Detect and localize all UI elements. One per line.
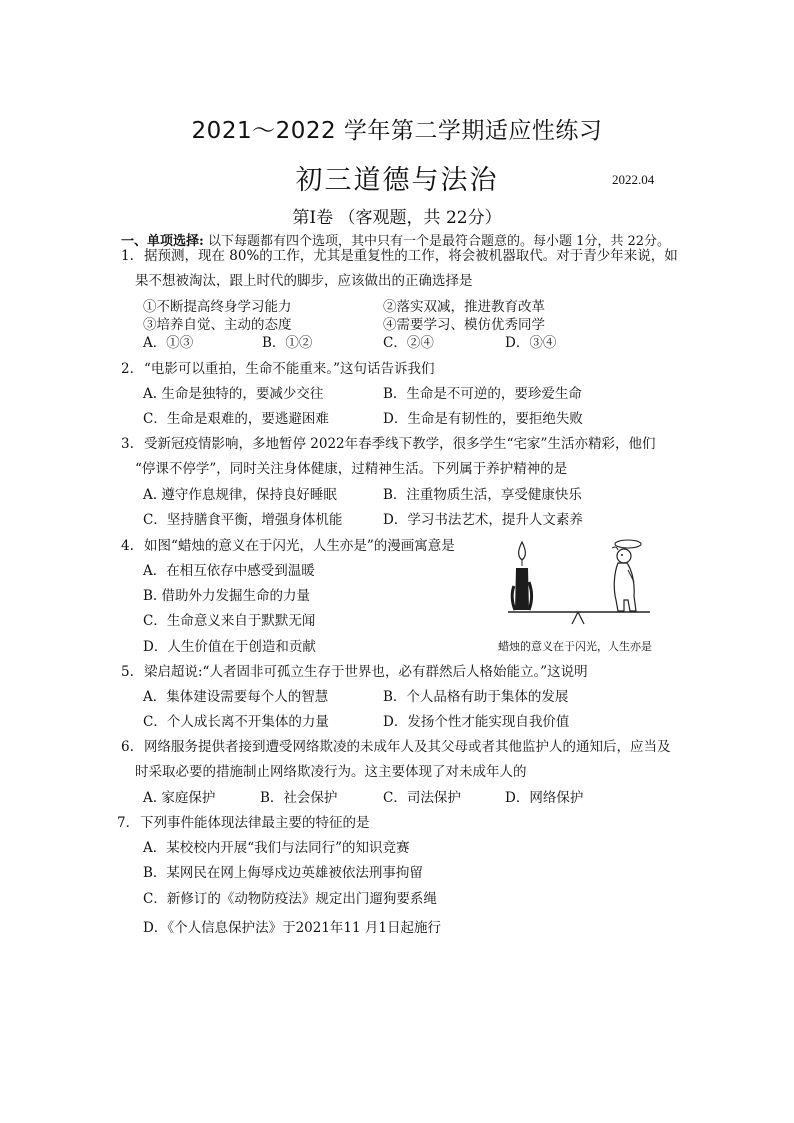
- question-5-option-c[interactable]: C．个人成长离不开集体的力量: [143, 714, 329, 730]
- question-1-option-d[interactable]: D．③④: [505, 335, 557, 351]
- question-3-option-c[interactable]: C．坚持膳食平衡，增强身体机能: [143, 512, 343, 528]
- question-4-option-a[interactable]: A．在相互依存中感受到温暖: [143, 563, 315, 579]
- exam-subject-title: 初三道德与法治: [295, 165, 499, 196]
- question-5-option-d[interactable]: D．发扬个性才能实现自我价值: [383, 714, 570, 730]
- question-2-option-b[interactable]: B．生命是不可逆的，要珍爱生命: [383, 386, 582, 402]
- exam-date: 2022.04: [612, 172, 655, 187]
- question-6-option-b[interactable]: B．社会保护: [260, 790, 338, 806]
- question-7-option-d[interactable]: D．《个人信息保护法》于2021年11 月1日起施行: [143, 920, 441, 936]
- question-7-line-1: 7．下列事件能体现法律最主要的特征的是: [117, 815, 370, 831]
- question-1-statement-3: ③培养自觉、主动的态度: [143, 317, 292, 333]
- question-7-option-a[interactable]: A．某校校内开展“我们与法同行”的知识竞赛: [143, 840, 410, 856]
- section-instruction: 以下每题都有四个选项，其中只有一个是最符合题意的。每小题 1分，共 22分。: [203, 234, 671, 249]
- question-6-option-c[interactable]: C．司法保护: [383, 790, 461, 806]
- question-4-number: 4.: [121, 538, 134, 554]
- question-1-statement-2: ②落实双减，推进教育改革: [383, 299, 545, 315]
- section-label: 一、单项选择:: [121, 234, 204, 249]
- question-4-option-d[interactable]: D．人生价值在于创造和贡献: [143, 639, 316, 655]
- question-4-option-b[interactable]: B. 借助外力发掘生命的力量: [143, 588, 311, 604]
- question-1-statement-1: ①不断提高终身学习能力: [143, 299, 292, 315]
- question-7-option-c[interactable]: C．新修订的《动物防疫法》规定出门遛狗要系绳: [143, 891, 437, 907]
- question-5-number: 5.: [121, 664, 134, 680]
- question-7-option-b[interactable]: B．某网民在网上侮辱戍边英雄被依法刑事拘留: [143, 865, 423, 881]
- question-4-option-c[interactable]: C．生命意义来自于默默无闻: [143, 613, 316, 629]
- question-6-line-2: 时采取必要的措施制止网络欺凌行为。这主要体现了对未成年人的: [135, 764, 527, 780]
- question-4-line-1: 4. 如图“蜡烛的意义在于闪光，人生亦是”的漫画寓意是: [121, 538, 455, 554]
- question-6-option-d[interactable]: D．网络保护: [505, 790, 584, 806]
- question-3-line-1: 3. 受新冠疫情影响，多地暂停 2022年春季线下教学，很多学生“宅家”生活亦精彩，他们: [121, 436, 656, 452]
- question-1-line-1: 1. 据预测，现在 80%的工作，尤其是重复性的工作，将会被机器取代。对于青少年来说，如: [121, 248, 678, 264]
- question-6-line-1: 6. 网络服务提供者接到遭受网络欺凌的未成年人及其父母或者其他监护人的通知后，应当及: [121, 739, 671, 755]
- question-3-line-2: “停课不停学”，同时关注身体健康，过精神生活。下列属于养护精神的是: [135, 461, 568, 477]
- cartoon-caption: 蜡烛的意义在于闪光，人生亦是: [498, 640, 652, 653]
- exam-title: 2021～2022 学年第二学期适应性练习: [191, 118, 603, 144]
- question-3-number: 3.: [121, 436, 134, 452]
- question-3-option-a[interactable]: A. 遵守作息规律，保持良好睡眠: [143, 487, 337, 503]
- volume-heading: 第Ⅰ卷 （客观题，共 22分）: [292, 208, 502, 228]
- question-5-option-b[interactable]: B．个人品格有助于集体的发展: [383, 689, 569, 705]
- question-6-option-a[interactable]: A. 家庭保护: [143, 790, 216, 806]
- question-1-option-b[interactable]: B．①②: [262, 335, 313, 351]
- question-3-option-b[interactable]: B．注重物质生活，享受健康快乐: [383, 487, 582, 503]
- question-2-option-a[interactable]: A. 生命是独特的，要减少交往: [143, 386, 324, 402]
- question-1-statement-4: ④需要学习、模仿优秀同学: [383, 317, 545, 333]
- question-3-option-d[interactable]: D．学习书法艺术，提升人文素养: [383, 512, 583, 528]
- question-1-line-2: 果不想被淘汰，跟上时代的脚步，应该做出的正确选择是: [135, 273, 473, 289]
- question-2-option-c[interactable]: C．生命是艰难的，要逃避困难: [143, 411, 329, 427]
- question-1-option-a[interactable]: A．①③: [143, 335, 194, 351]
- question-2-line-1: 2．“电影可以重拍，生命不能重来。”这句话告诉我们: [121, 361, 435, 377]
- question-5-option-a[interactable]: A．集体建设需要每个人的智慧: [143, 689, 329, 705]
- question-2-number: 2．: [121, 361, 144, 377]
- candle-cartoon-drawing: [500, 538, 675, 638]
- question-5-line-1: 5. 梁启超说:“人者固非可孤立生存于世界也，必有群然后人格始能立。”这说明: [121, 664, 588, 680]
- question-1-option-c[interactable]: C．②④: [383, 335, 434, 351]
- question-1-number: 1.: [121, 248, 134, 264]
- question-2-option-d[interactable]: D．生命是有韧性的，要拒绝失败: [383, 411, 583, 427]
- question-6-number: 6.: [121, 739, 134, 755]
- question-7-number: 7．: [117, 815, 140, 831]
